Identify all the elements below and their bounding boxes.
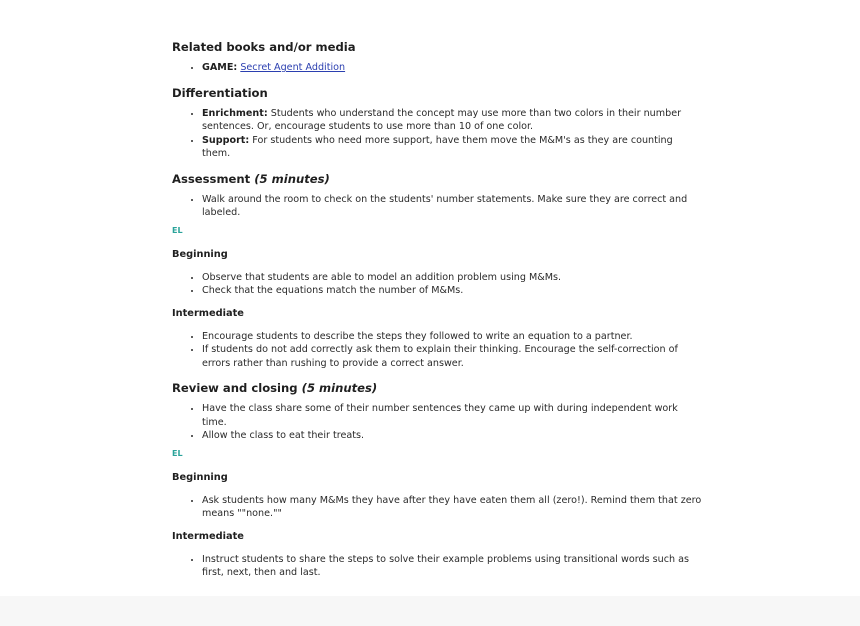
list-item xyxy=(202,107,702,134)
related-list xyxy=(172,61,702,75)
section-title: Review and closing xyxy=(172,381,298,395)
beginning-heading: Beginning xyxy=(172,248,228,260)
list-item: • If students do not add correctly ask them to explain their thinking. Encourage the self-correction of errors rather than rushing to provide a correct answer. xyxy=(202,343,702,370)
section-duration: (5 minutes) xyxy=(254,171,330,186)
item-label: GAME: xyxy=(202,62,238,73)
assessment-intermediate-list xyxy=(172,330,702,371)
list-item xyxy=(202,134,702,161)
list-item: • Observe that students are able to model an addition problem using M&Ms. xyxy=(202,271,702,285)
item-label: Support: xyxy=(202,134,250,146)
item-text: Students who understand the concept may use more than two colors in their number sentences. Or, encourage students to use more than 10 of one color. xyxy=(202,107,682,132)
review-beginning-list xyxy=(172,494,702,521)
section-title: Assessment xyxy=(172,171,251,186)
assessment-list xyxy=(172,193,702,220)
list-item: • Encourage students to describe the steps they followed to write an equation to a partner. xyxy=(202,330,702,344)
list-item xyxy=(202,61,702,75)
review-list xyxy=(172,402,702,443)
list-item: • Have the class share some of their number sentences they came up with during independent work time. xyxy=(202,402,702,429)
game-link[interactable]: Secret Agent Addition xyxy=(240,62,346,73)
differentiation-list xyxy=(172,107,702,161)
assessment-heading xyxy=(172,170,702,188)
el-tag: EL xyxy=(172,448,183,458)
list-item: • Check that the equations match the number of M&Ms. xyxy=(202,284,702,298)
list-item: • Walk around the room to check on the students' number statements. Make sure they are correct and labeled. xyxy=(202,193,702,220)
review-heading xyxy=(172,379,702,397)
list-item: • Allow the class to eat their treats. xyxy=(202,429,702,443)
review-intermediate-list xyxy=(172,553,702,580)
list-item: • Ask students how many M&Ms they have after they have eaten them all (zero!). Remind them that zero means ""none."" xyxy=(202,494,702,521)
list-item: • Instruct students to share the steps to solve their example problems using transitional words such as first, next, then and last. xyxy=(202,553,702,580)
item-label: Enrichment: xyxy=(202,107,268,119)
beginning-heading: Beginning xyxy=(172,471,228,483)
related-heading: Related books and/or media xyxy=(172,40,356,54)
intermediate-heading: Intermediate xyxy=(172,307,244,319)
item-text: For students who need more support, have them move the M&M's as they are counting them. xyxy=(202,134,673,159)
lesson-content xyxy=(172,38,702,580)
page-footer-band xyxy=(0,596,860,626)
section-duration: (5 minutes) xyxy=(301,381,378,395)
differentiation-heading: Differentiation xyxy=(172,85,268,100)
el-tag: EL xyxy=(172,225,183,235)
intermediate-heading: Intermediate xyxy=(172,530,244,542)
assessment-beginning-list xyxy=(172,271,702,298)
